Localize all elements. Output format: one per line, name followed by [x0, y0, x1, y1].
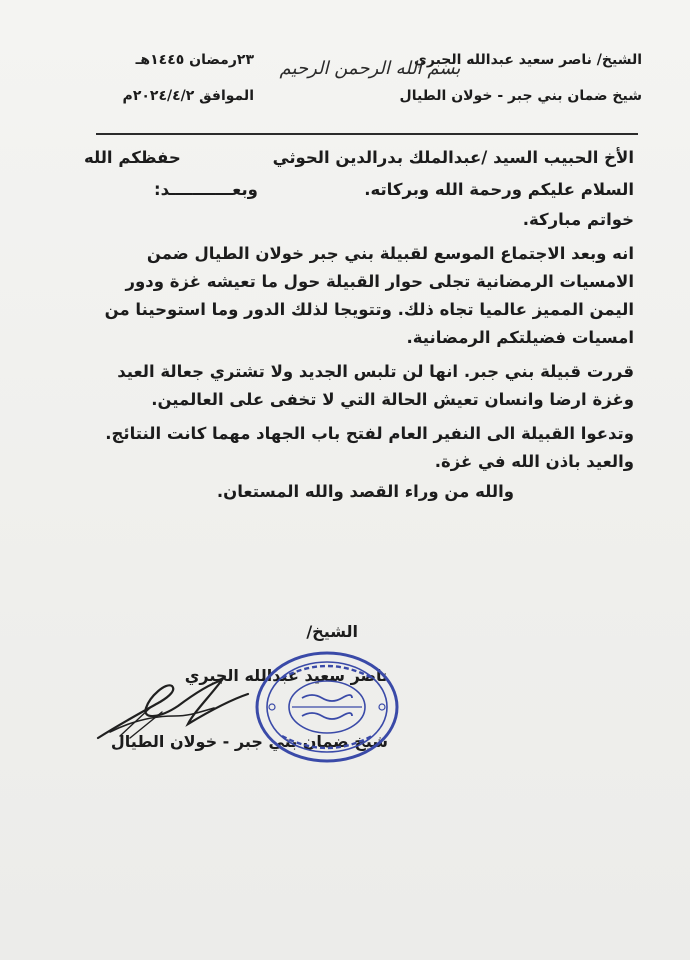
paragraph-line: انه وبعد الاجتماع الموسع لقبيلة بني جبر خولان الطيال ضمن	[146, 244, 634, 263]
paragraph-line: وتدعوا القبيلة الى النفير العام لفتح باب الجهاد مهما كانت النتائج.	[105, 424, 634, 443]
paragraph-line: امسيات فضيلتكم الرمضانية.	[406, 328, 634, 347]
paragraph-line: اليمن المميز عالميا تجاه ذلك. وتتويجا لذلك الدور وما استوحينا من	[104, 300, 634, 319]
gregorian-date: الموافق ٢٠٢٤/٤/٢م	[122, 88, 254, 104]
header-divider	[96, 133, 638, 135]
paragraph-line: الامسيات الرمضانية تجلى حوار القبيلة حول ما تعيشه غزة ودور	[125, 272, 634, 291]
wabaad: وبعـــــــــــد:	[154, 180, 258, 199]
blessing: خواتم مباركة.	[522, 210, 634, 229]
sender-title: الشيخ/ ناصر سعيد عبدالله الجبري	[414, 52, 642, 68]
basmala: بسم الله الرحمن الرحيم	[279, 58, 461, 79]
addressee: الأخ الحبيب السيد /عبدالملك بدرالدين الحوثي	[272, 148, 634, 167]
paragraph-line: والعيد باذن الله في غزة.	[434, 452, 634, 471]
honorific: حفظكم الله	[84, 148, 181, 167]
signature-role: شيخ ضمان بني جبر - خولان الطيال	[110, 732, 388, 751]
official-stamp	[252, 648, 402, 766]
paragraph-3	[94, 420, 634, 476]
paragraph-1	[94, 240, 634, 352]
signature-title: الشيخ/	[306, 622, 358, 641]
letterhead-date	[104, 50, 254, 122]
letter-body	[84, 144, 634, 506]
greeting-row	[84, 144, 634, 174]
paragraph-line: قررت قبيلة بني جبر. انها لن تلبس الجديد ولا تشتري جعالة العيد	[117, 362, 634, 381]
salam-row	[94, 176, 634, 206]
paragraph-2	[94, 358, 634, 414]
salam: السلام عليكم ورحمة الله وبركاته.	[364, 180, 634, 199]
hijri-date: ٢٣رمضان ١٤٤٥هـ	[135, 52, 254, 68]
sender-role: شيخ ضمان بني جبر - خولان الطيال	[399, 88, 642, 104]
closing-line: والله من وراء القصد والله المستعان.	[216, 482, 514, 501]
paragraph-line: وغزة ارضا وانسان تعيش الحالة التي لا تخفى على العالمين.	[151, 390, 634, 409]
signature-name: ناصر سعيد عبدالله الجبري	[184, 666, 388, 685]
